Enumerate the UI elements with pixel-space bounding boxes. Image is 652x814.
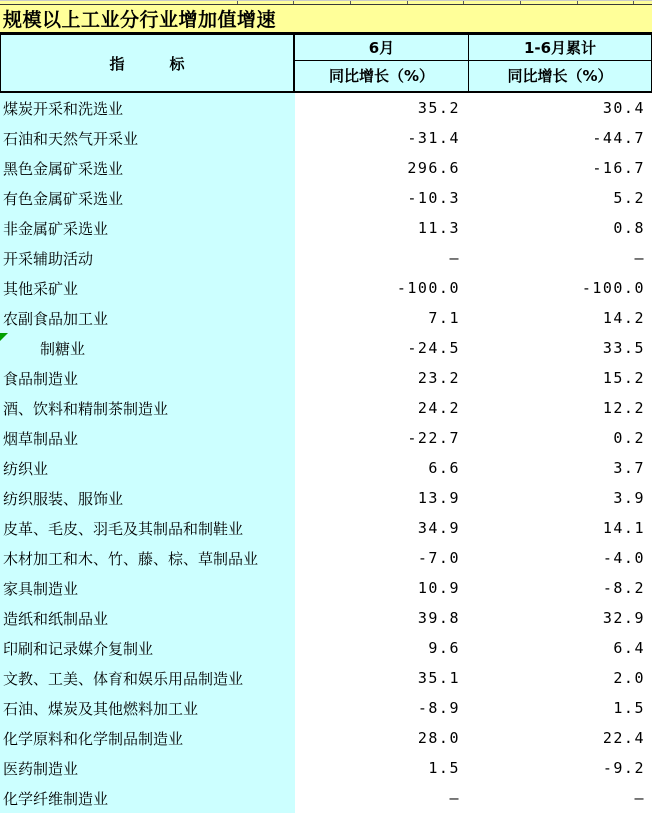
june-value-cell: [295, 123, 470, 153]
cumulative-value: 12.2: [602, 399, 645, 417]
june-value-cell: [295, 783, 470, 813]
row-label-cell: [0, 753, 295, 783]
june-value: 1.5: [428, 759, 460, 777]
cumulative-value: 1.5: [613, 699, 645, 717]
cumulative-value-cell: [470, 723, 652, 753]
cumulative-value: –: [634, 249, 645, 267]
june-value-cell: [295, 183, 470, 213]
june-value: -10.3: [407, 189, 460, 207]
row-label: 开采辅助活动: [3, 249, 94, 268]
cumulative-value-cell: [470, 423, 652, 453]
june-value: 39.8: [417, 609, 460, 627]
june-value-cell: [295, 393, 470, 423]
row-label: 农副食品加工业: [3, 309, 109, 328]
june-value-cell: [295, 573, 470, 603]
table-row: [0, 723, 652, 753]
cumulative-value-cell: [470, 183, 652, 213]
row-label: 其他采矿业: [3, 279, 79, 298]
row-label: 造纸和纸制品业: [3, 609, 109, 628]
row-label-cell: [0, 723, 295, 753]
table-row: [0, 633, 652, 663]
cumulative-value-cell: [470, 693, 652, 723]
row-label-cell: [0, 633, 295, 663]
row-label: 石油和天然气开采业: [3, 129, 139, 148]
row-label-cell: [0, 573, 295, 603]
cumulative-value-cell: [470, 303, 652, 333]
june-value: 10.9: [417, 579, 460, 597]
table-row: [0, 543, 652, 573]
cumulative-value-cell: [470, 483, 652, 513]
column-gridline: [520, 1, 521, 4]
cumulative-value-cell: [470, 453, 652, 483]
june-value: 6.6: [428, 459, 460, 477]
cumulative-value: 3.7: [613, 459, 645, 477]
cumulative-value: –: [634, 789, 645, 807]
row-label: 食品制造业: [3, 369, 79, 388]
june-value: 35.2: [417, 99, 460, 117]
table-row: [0, 783, 652, 813]
cumulative-value: -16.7: [592, 159, 645, 177]
cumulative-value: -44.7: [592, 129, 645, 147]
cumulative-value: 32.9: [602, 609, 645, 627]
header-indicator-label: 指 标: [109, 54, 185, 73]
row-label-cell: [0, 243, 295, 273]
cumulative-value-cell: [470, 543, 652, 573]
row-label-cell: [0, 423, 295, 453]
cumulative-value: 0.2: [613, 429, 645, 447]
row-label: 纺织服装、服饰业: [3, 489, 124, 508]
table-row: [0, 663, 652, 693]
cumulative-value-cell: [470, 333, 652, 363]
table-row: [0, 513, 652, 543]
june-value: 28.0: [417, 729, 460, 747]
cumulative-value-cell: [470, 603, 652, 633]
cumulative-value: 33.5: [602, 339, 645, 357]
table-header: [0, 32, 652, 93]
cumulative-value: -8.2: [602, 579, 645, 597]
june-value-cell: [295, 303, 470, 333]
june-value-cell: [295, 603, 470, 633]
june-value: -8.9: [417, 699, 460, 717]
june-value: 7.1: [428, 309, 460, 327]
cell-corner-flag-icon: [0, 333, 8, 341]
row-label-cell: [0, 93, 295, 123]
column-gridline: [237, 1, 238, 4]
june-value: 296.6: [407, 159, 460, 177]
cumulative-value-cell: [470, 273, 652, 303]
cumulative-value: 2.0: [613, 669, 645, 687]
row-label: 医药制造业: [3, 759, 79, 778]
table-row: [0, 213, 652, 243]
row-label-cell: [0, 213, 295, 243]
row-label-cell: [0, 543, 295, 573]
june-value: 9.6: [428, 639, 460, 657]
june-value-cell: [295, 543, 470, 573]
cumulative-value-cell: [470, 663, 652, 693]
june-value-cell: [295, 723, 470, 753]
row-label-cell: [0, 693, 295, 723]
header-cumulative-label: 1-6月累计: [469, 35, 651, 61]
column-gridline: [463, 1, 464, 4]
cumulative-value-cell: [470, 123, 652, 153]
table-row: [0, 483, 652, 513]
row-label: 印刷和记录媒介复制业: [3, 639, 154, 658]
cumulative-value-cell: [470, 513, 652, 543]
table-row: [0, 603, 652, 633]
june-value-cell: [295, 663, 470, 693]
row-label-cell: [0, 393, 295, 423]
cumulative-value: 5.2: [613, 189, 645, 207]
table-row: [0, 363, 652, 393]
page-title: 规模以上工业分行业增加值增速: [3, 9, 277, 31]
june-value: -24.5: [407, 339, 460, 357]
table-row: [0, 93, 652, 123]
cumulative-value-cell: [470, 753, 652, 783]
row-label-cell: [0, 513, 295, 543]
june-value: -100.0: [396, 279, 460, 297]
june-value: –: [449, 789, 460, 807]
june-value-cell: [295, 213, 470, 243]
june-value: -31.4: [407, 129, 460, 147]
cumulative-value-cell: [470, 93, 652, 123]
cumulative-value: 6.4: [613, 639, 645, 657]
row-label: 酒、饮料和精制茶制造业: [3, 399, 169, 418]
title-bar: [0, 5, 652, 32]
header-column-june: [295, 35, 469, 91]
june-value-cell: [295, 333, 470, 363]
header-june-sublabel: 同比增长（%）: [328, 67, 435, 85]
june-value-cell: [295, 693, 470, 723]
june-value-cell: [295, 633, 470, 663]
june-value: 34.9: [417, 519, 460, 537]
june-value: 11.3: [417, 219, 460, 237]
june-value-cell: [295, 273, 470, 303]
june-value: 24.2: [417, 399, 460, 417]
june-value: -22.7: [407, 429, 460, 447]
row-label: 文教、工美、体育和娱乐用品制造业: [3, 669, 244, 688]
row-label-cell: [0, 363, 295, 393]
june-value-cell: [295, 363, 470, 393]
cumulative-value: 14.2: [602, 309, 645, 327]
june-value-cell: [295, 153, 470, 183]
table-row: [0, 753, 652, 783]
cumulative-value-cell: [470, 783, 652, 813]
row-label: 非金属矿采选业: [3, 219, 109, 238]
table-row: [0, 333, 652, 363]
june-value-cell: [295, 423, 470, 453]
cumulative-value: 22.4: [602, 729, 645, 747]
row-label: 皮革、毛皮、羽毛及其制品和制鞋业: [3, 519, 244, 538]
table-row: [0, 123, 652, 153]
table-row: [0, 153, 652, 183]
cumulative-value: 15.2: [602, 369, 645, 387]
header-value-columns: [295, 35, 651, 91]
cumulative-value: -4.0: [602, 549, 645, 567]
row-label: 纺织业: [3, 459, 49, 478]
row-label-cell: [0, 603, 295, 633]
june-value: 13.9: [417, 489, 460, 507]
june-value-cell: [295, 513, 470, 543]
header-indicator-cell: [1, 35, 295, 91]
june-value-cell: [295, 483, 470, 513]
table-row: [0, 573, 652, 603]
june-value-cell: [295, 753, 470, 783]
row-label: 煤炭开采和洗选业: [3, 99, 124, 118]
cumulative-value-cell: [470, 363, 652, 393]
table-row: [0, 273, 652, 303]
cumulative-value: 14.1: [602, 519, 645, 537]
row-label-cell: [0, 183, 295, 213]
cumulative-value: 3.9: [613, 489, 645, 507]
cumulative-value: -100.0: [581, 279, 645, 297]
june-value-cell: [295, 93, 470, 123]
cumulative-value-cell: [470, 243, 652, 273]
cumulative-value-cell: [470, 573, 652, 603]
row-label-cell: [0, 453, 295, 483]
row-label-cell: [0, 663, 295, 693]
row-label: 石油、煤炭及其他燃料加工业: [3, 699, 199, 718]
row-label-cell: [0, 783, 295, 813]
cumulative-value-cell: [470, 153, 652, 183]
row-label: 有色金属矿采选业: [3, 189, 124, 208]
table-row: [0, 453, 652, 483]
row-label-cell: [0, 123, 295, 153]
cumulative-value-cell: [470, 633, 652, 663]
column-gridline: [633, 1, 634, 4]
june-value: 23.2: [417, 369, 460, 387]
table-row: [0, 183, 652, 213]
cumulative-value-cell: [470, 393, 652, 423]
column-gridline: [293, 1, 294, 4]
table-row: [0, 423, 652, 453]
column-gridline: [577, 1, 578, 4]
row-label: 制糖业: [40, 339, 86, 358]
row-label: 化学纤维制造业: [3, 789, 109, 808]
june-value-cell: [295, 243, 470, 273]
cumulative-value: 30.4: [602, 99, 645, 117]
row-label: 木材加工和木、竹、藤、棕、草制品业: [3, 549, 259, 568]
row-label: 烟草制品业: [3, 429, 79, 448]
table-body: [0, 93, 652, 813]
header-cumulative-sublabel: 同比增长（%）: [507, 67, 613, 85]
row-label-cell: [0, 333, 295, 363]
table-row: [0, 393, 652, 423]
cumulative-value-cell: [470, 213, 652, 243]
june-value: -7.0: [417, 549, 460, 567]
row-label: 家具制造业: [3, 579, 79, 598]
header-column-cumulative: [469, 35, 651, 91]
row-label: 化学原料和化学制品制造业: [3, 729, 184, 748]
table-row: [0, 693, 652, 723]
june-value-cell: [295, 453, 470, 483]
row-label-cell: [0, 273, 295, 303]
june-value: 35.1: [417, 669, 460, 687]
row-label-cell: [0, 153, 295, 183]
header-june-label: 6月: [295, 35, 468, 61]
row-label: 黑色金属矿采选业: [3, 159, 124, 178]
row-label-cell: [0, 483, 295, 513]
june-value: –: [449, 249, 460, 267]
row-label-cell: [0, 303, 295, 333]
column-gridline: [350, 1, 351, 4]
column-gridline: [407, 1, 408, 4]
cumulative-value: 0.8: [613, 219, 645, 237]
table-row: [0, 243, 652, 273]
cumulative-value: -9.2: [602, 759, 645, 777]
top-gridline-strip: [0, 0, 652, 5]
table-row: [0, 303, 652, 333]
